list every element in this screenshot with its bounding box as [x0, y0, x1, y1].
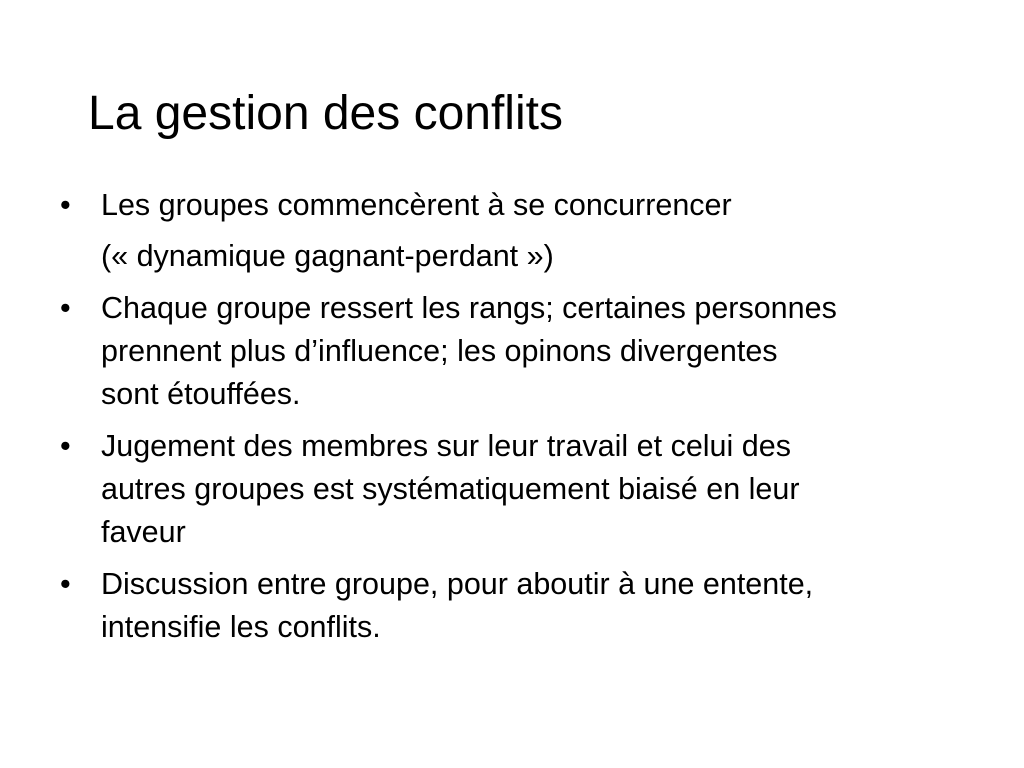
bullet-text-line: (« dynamique gagnant-perdant ») — [101, 239, 554, 273]
bullet-item — [60, 184, 980, 278]
bullet-dot-icon: • — [60, 567, 71, 601]
bullet-text-line: Les groupes commencèrent à se concurrencer — [101, 188, 732, 222]
bullet-item — [60, 425, 980, 554]
bullet-list — [60, 184, 980, 658]
slide-title: La gestion des conflits — [88, 87, 563, 140]
bullet-text-line: intensifie les conflits. — [101, 610, 381, 644]
bullet-text-line: Discussion entre groupe, pour aboutir à une entente, — [101, 567, 814, 601]
bullet-text-line: prennent plus d’influence; les opinons divergentes — [101, 334, 778, 368]
bullet-dot-icon: • — [60, 429, 71, 463]
bullet-text-line: Jugement des membres sur leur travail et celui des — [101, 429, 791, 463]
bullet-text-line: Chaque groupe ressert les rangs; certaines personnes — [101, 291, 837, 325]
bullet-item — [60, 287, 980, 416]
bullet-item — [60, 563, 980, 649]
bullet-text-line: faveur — [101, 515, 186, 549]
bullet-text-line: autres groupes est systématiquement biaisé en leur — [101, 472, 800, 506]
bullet-dot-icon: • — [60, 188, 71, 222]
bullet-text-line: sont étouffées. — [101, 377, 301, 411]
bullet-dot-icon: • — [60, 291, 71, 325]
